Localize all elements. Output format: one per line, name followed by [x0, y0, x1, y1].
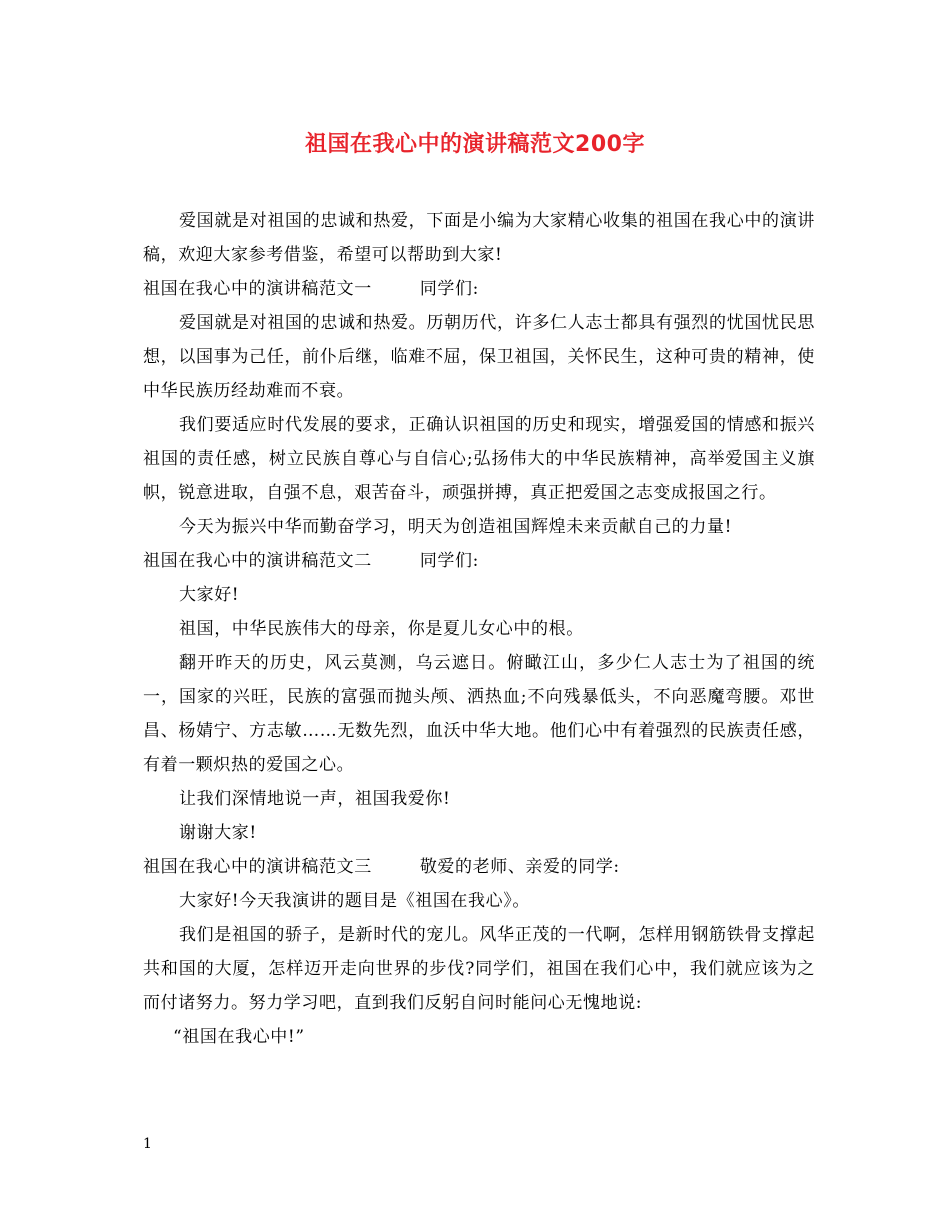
section-heading-2: 祖国在我心中的演讲稿范文二 同学们: [143, 551, 479, 571]
paragraph: 大家好!今天我演讲的题目是《祖国在我心》。 [179, 891, 530, 911]
paragraph: 祖国，中华民族伟大的母亲，你是夏儿女心中的根。 [179, 619, 584, 639]
paragraph: 谢谢大家! [179, 823, 257, 843]
paragraph: 大家好! [179, 585, 240, 605]
closing-quote: “祖国在我心中!” [173, 1027, 305, 1047]
paragraph: 爱国就是对祖国的忠诚和热爱。历朝历代，许多仁人志士都具有强烈的忧国忧民思想，以国事为己任，前仆后继，临难不屈，保卫祖国，关怀民生，这种可贵的精神，使中华民族历经劫难而不衰。 [143, 313, 815, 401]
document-title: 祖国在我心中的演讲稿范文200字 [305, 132, 645, 157]
document-body [143, 204, 815, 1054]
section-heading-3: 祖国在我心中的演讲稿范文三 敬爱的老师、亲爱的同学: [143, 857, 620, 877]
paragraph: 翻开昨天的历史，风云莫测，乌云遮日。俯瞰江山，多少仁人志士为了祖国的统一，国家的兴旺，民族的富强而抛头颅、洒热血;不向残暴低头，不向恶魔弯腰。邓世昌、杨婧宁、方志敏……无数先烈，血沃中华大地。他们心中有着强烈的民族责任感，有着一颗炽热的爱国之心。 [143, 653, 815, 775]
intro-paragraph: 爱国就是对祖国的忠诚和热爱，下面是小编为大家精心收集的祖国在我心中的演讲稿，欢迎大家参考借鉴，希望可以帮助到大家! [143, 211, 815, 265]
section-heading-1: 祖国在我心中的演讲稿范文一 同学们: [143, 279, 479, 299]
page-number: 1 [143, 1136, 152, 1152]
paragraph: 让我们深情地说一声，祖国我爱你! [179, 789, 451, 809]
paragraph: 今天为振兴中华而勤奋学习，明天为创造祖国辉煌未来贡献自己的力量! [179, 517, 733, 537]
paragraph: 我们要适应时代发展的要求，正确认识祖国的历史和现实，增强爱国的情感和振兴祖国的责任感，树立民族自尊心与自信心;弘扬伟大的中华民族精神，高举爱国主义旗帜，锐意进取，自强不息，艰苦奋斗，顽强拼搏，真正把爱国之志变成报国之行。 [143, 415, 815, 503]
paragraph: 我们是祖国的骄子，是新时代的宠儿。风华正茂的一代啊，怎样用钢筋铁骨支撑起共和国的大厦，怎样迈开走向世界的步伐?同学们，祖国在我们心中，我们就应该为之而付诸努力。努力学习吧，直到我们反躬自问时能问心无愧地说: [143, 925, 815, 1013]
